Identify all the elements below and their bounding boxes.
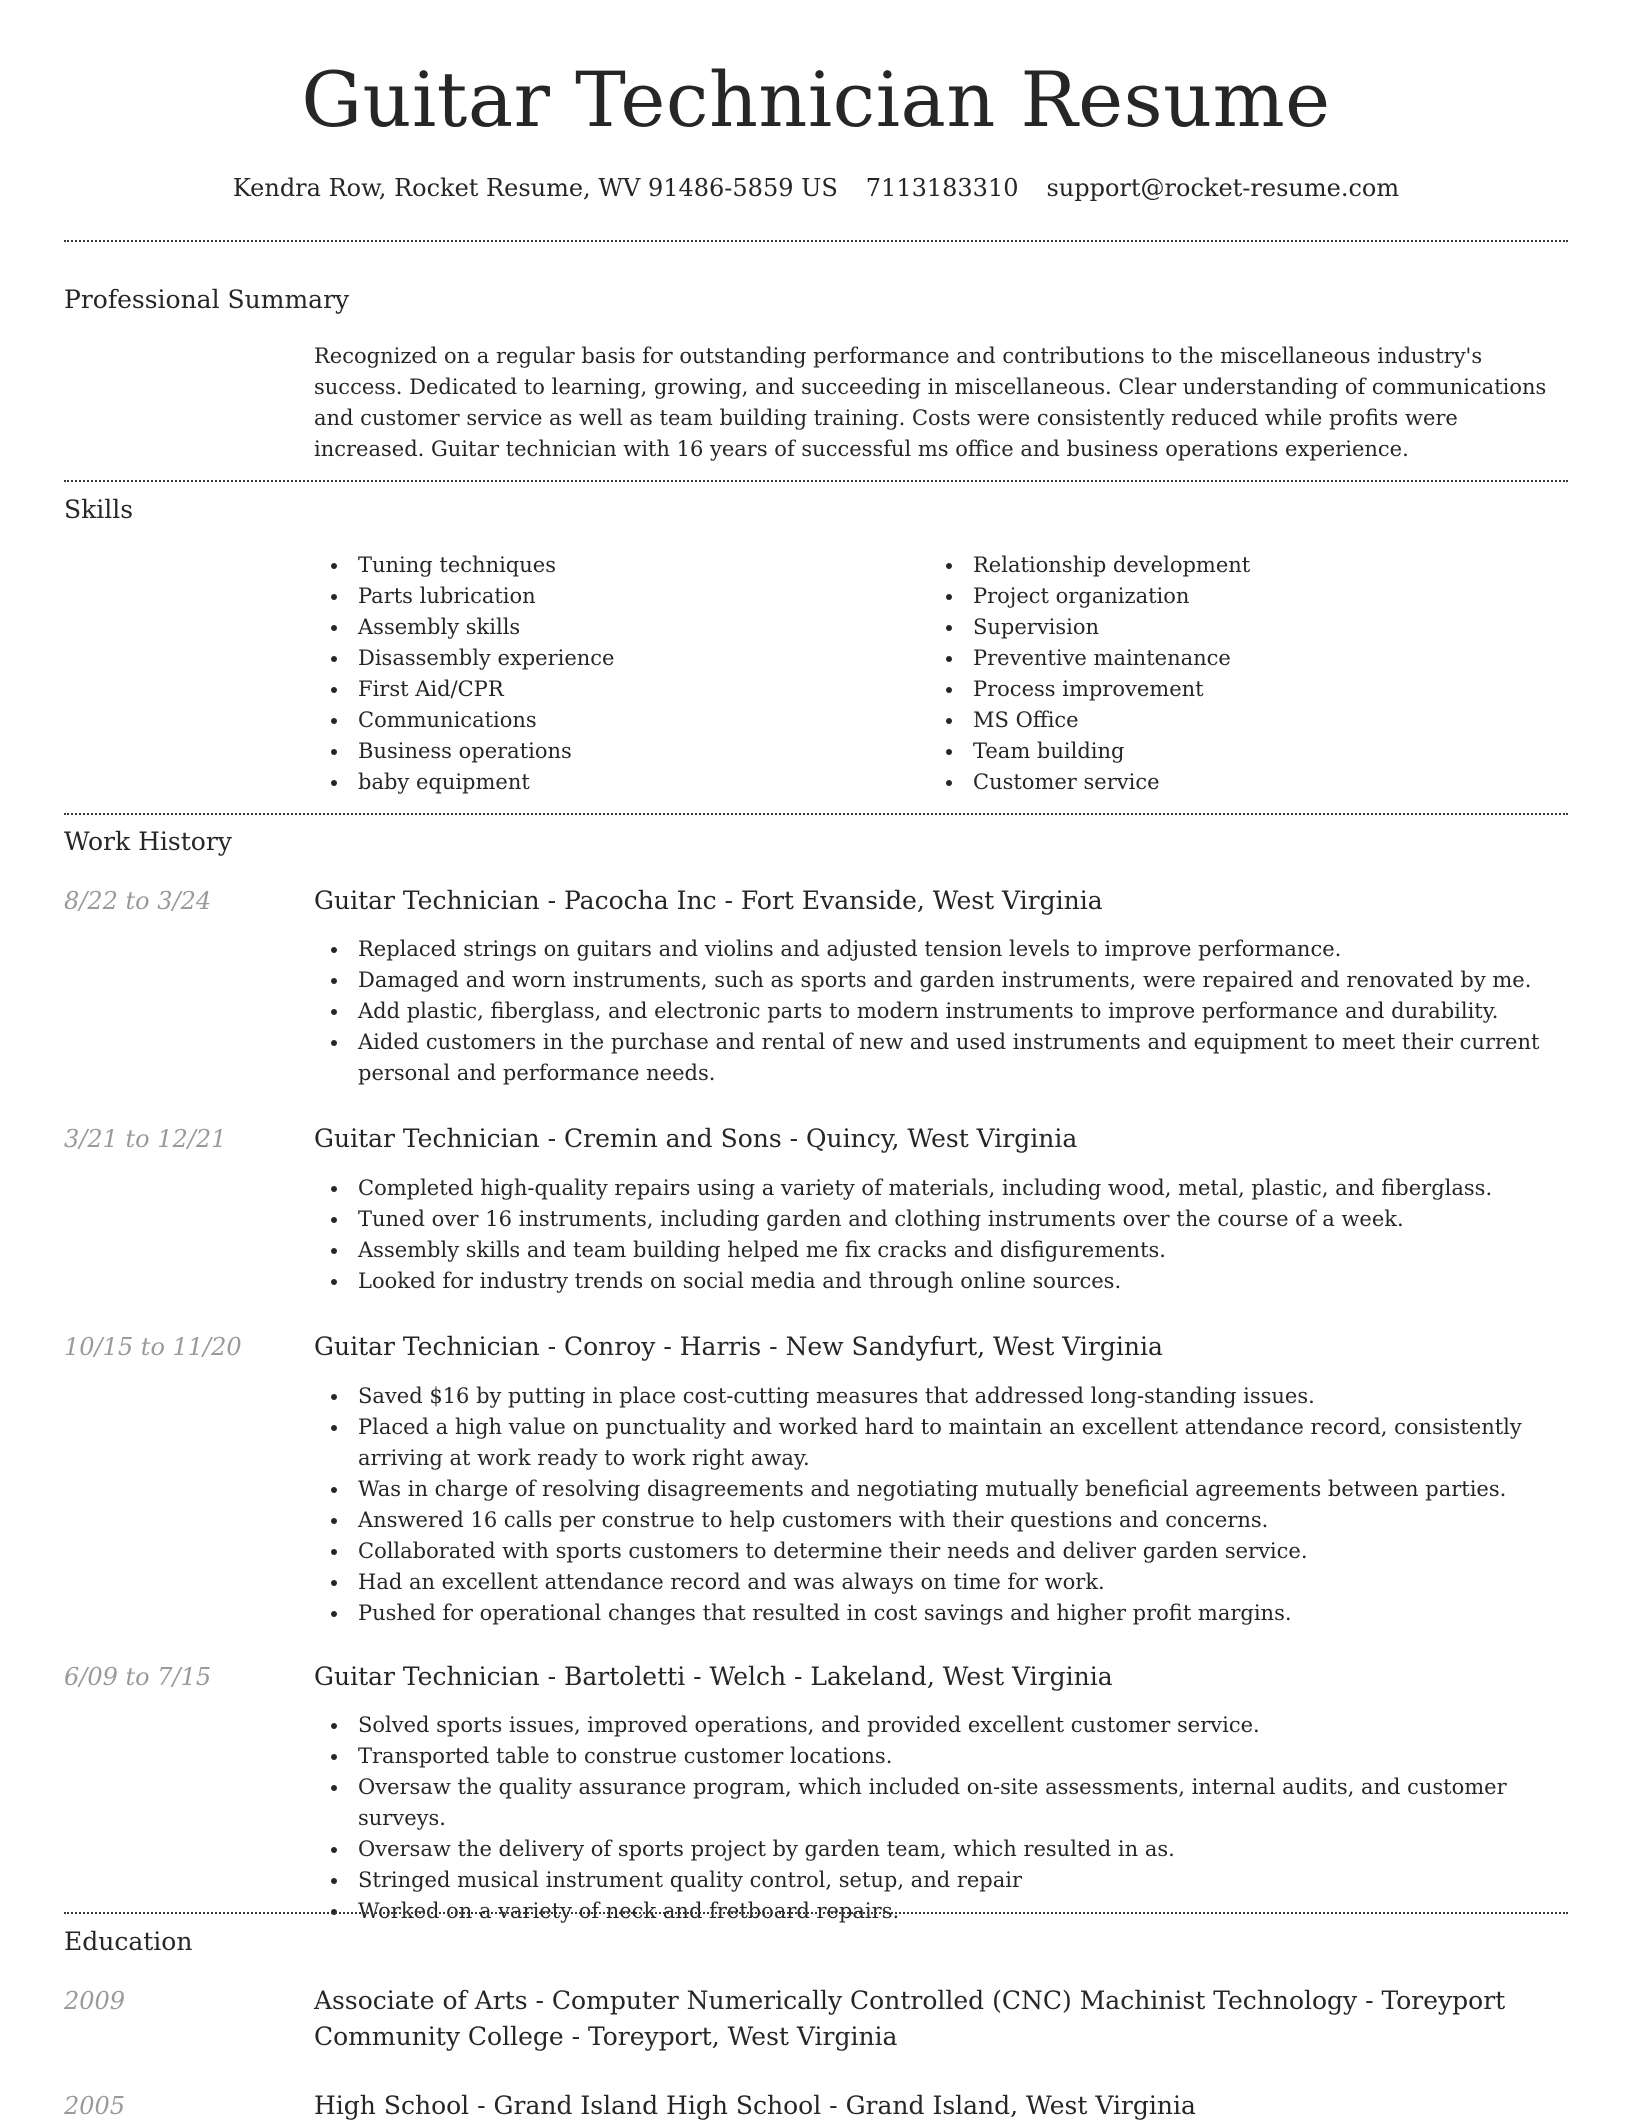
skill-item: baby equipment (358, 767, 914, 798)
job-bullet: Looked for industry trends on social media and through online sources. (358, 1266, 1568, 1297)
job-bullet-list (314, 1381, 1568, 1629)
summary-heading: Professional Summary (64, 285, 350, 314)
education-entry: High School - Grand Island High School - Grand Island, West Virginia (314, 2091, 1196, 2120)
contact-email: support@rocket-resume.com (1046, 174, 1400, 202)
job-bullet: Completed high-quality repairs using a variety of materials, including wood, metal, plastic, and fiberglass. (358, 1173, 1568, 1204)
skill-item: MS Office (973, 705, 1529, 736)
job-bullet: Damaged and worn instruments, such as sports and garden instruments, were repaired and renovated by me. (358, 965, 1568, 996)
skill-item: Customer service (973, 767, 1529, 798)
job-bullet: Transported table to construe customer locations. (358, 1741, 1568, 1772)
skill-item: Parts lubrication (358, 581, 914, 612)
job-bullet: Oversaw the quality assurance program, which included on-site assessments, internal audits, and customer surveys. (358, 1772, 1568, 1834)
education-heading: Education (64, 1927, 193, 1956)
contact-phone: 7113183310 (865, 174, 1019, 202)
skill-item: Communications (358, 705, 914, 736)
job-dates: 6/09 to 7/15 (64, 1663, 212, 1691)
job-bullet: Solved sports issues, improved operations, and provided excellent customer service. (358, 1710, 1568, 1741)
work-heading: Work History (64, 827, 232, 856)
skill-item: Relationship development (973, 550, 1529, 581)
skills-list-right (929, 550, 1529, 798)
job-bullet: Replaced strings on guitars and violins and adjusted tension levels to improve performance. (358, 934, 1568, 965)
job-bullet: Placed a high value on punctuality and worked hard to maintain an excellent attendance record, consistently arriving at work ready to work right away. (358, 1412, 1568, 1474)
job-bullet-list (314, 1173, 1568, 1297)
education-year: 2009 (64, 1987, 126, 2015)
education-entry: Associate of Arts - Computer Numerically Controlled (CNC) Machinist Technology - Toreyport Community College - Toreyport, West Virginia (314, 1986, 1506, 2051)
job-bullet: Collaborated with sports customers to determine their needs and deliver garden service. (358, 1536, 1568, 1567)
job-bullet: Had an excellent attendance record and was always on time for work. (358, 1567, 1568, 1598)
page-title: Guitar Technician Resume (301, 55, 1331, 144)
job-bullet: Add plastic, fiberglass, and electronic parts to modern instruments to improve performance and durability. (358, 996, 1568, 1027)
job-title: Guitar Technician - Cremin and Sons - Quincy, West Virginia (314, 1124, 1078, 1153)
divider (64, 813, 1568, 815)
job-bullet: Saved $16 by putting in place cost-cutting measures that addressed long-standing issues. (358, 1381, 1568, 1412)
job-dates: 8/22 to 3/24 (64, 887, 212, 915)
job-bullet: Answered 16 calls per construe to help customers with their questions and concerns. (358, 1505, 1568, 1536)
job-title: Guitar Technician - Bartoletti - Welch - Lakeland, West Virginia (314, 1662, 1113, 1691)
skill-item: Process improvement (973, 674, 1529, 705)
divider (64, 1912, 1568, 1914)
skill-item: Team building (973, 736, 1529, 767)
skill-item: Supervision (973, 612, 1529, 643)
job-bullet: Oversaw the delivery of sports project by garden team, which resulted in as. (358, 1834, 1568, 1865)
skill-item: Preventive maintenance (973, 643, 1529, 674)
skills-list-left (314, 550, 914, 798)
job-bullet: Tuned over 16 instruments, including garden and clothing instruments over the course of a week. (358, 1204, 1568, 1235)
divider (64, 240, 1568, 242)
job-bullet-list (314, 1710, 1568, 1927)
job-title: Guitar Technician - Pacocha Inc - Fort Evanside, West Virginia (314, 886, 1103, 915)
job-title: Guitar Technician - Conroy - Harris - New Sandyfurt, West Virginia (314, 1332, 1163, 1361)
skill-item: Tuning techniques (358, 550, 914, 581)
job-bullet-list (314, 934, 1568, 1089)
contact-line (0, 170, 1632, 206)
education-year: 2005 (64, 2092, 126, 2120)
job-bullet: Aided customers in the purchase and rental of new and used instruments and equipment to meet their current personal and performance needs. (358, 1027, 1568, 1089)
job-bullet: Pushed for operational changes that resulted in cost savings and higher profit margins. (358, 1598, 1568, 1629)
summary-text: Recognized on a regular basis for outstanding performance and contributions to the miscellaneous industry's success. Dedicated to learning, growing, and succeeding in miscellaneous. Clear understanding of communications and customer service as well as team building training. Costs were consistently reduced while profits were increased. Guitar technician with 16 years of successful ms office and business operations experience. (314, 344, 1547, 461)
skill-item: Assembly skills (358, 612, 914, 643)
contact-address: Kendra Row, Rocket Resume, WV 91486-5859 US (232, 174, 838, 202)
job-bullet: Was in charge of resolving disagreements and negotiating mutually beneficial agreements between parties. (358, 1474, 1568, 1505)
job-bullet: Worked on a variety of neck and fretboard repairs. (358, 1896, 1568, 1927)
divider (64, 480, 1568, 482)
skill-item: First Aid/CPR (358, 674, 914, 705)
skills-heading: Skills (64, 495, 134, 524)
job-bullet: Assembly skills and team building helped me fix cracks and disfigurements. (358, 1235, 1568, 1266)
job-bullet: Stringed musical instrument quality control, setup, and repair (358, 1865, 1568, 1896)
skill-item: Business operations (358, 736, 914, 767)
job-dates: 10/15 to 11/20 (64, 1333, 242, 1361)
skill-item: Project organization (973, 581, 1529, 612)
skill-item: Disassembly experience (358, 643, 914, 674)
job-dates: 3/21 to 12/21 (64, 1125, 227, 1153)
